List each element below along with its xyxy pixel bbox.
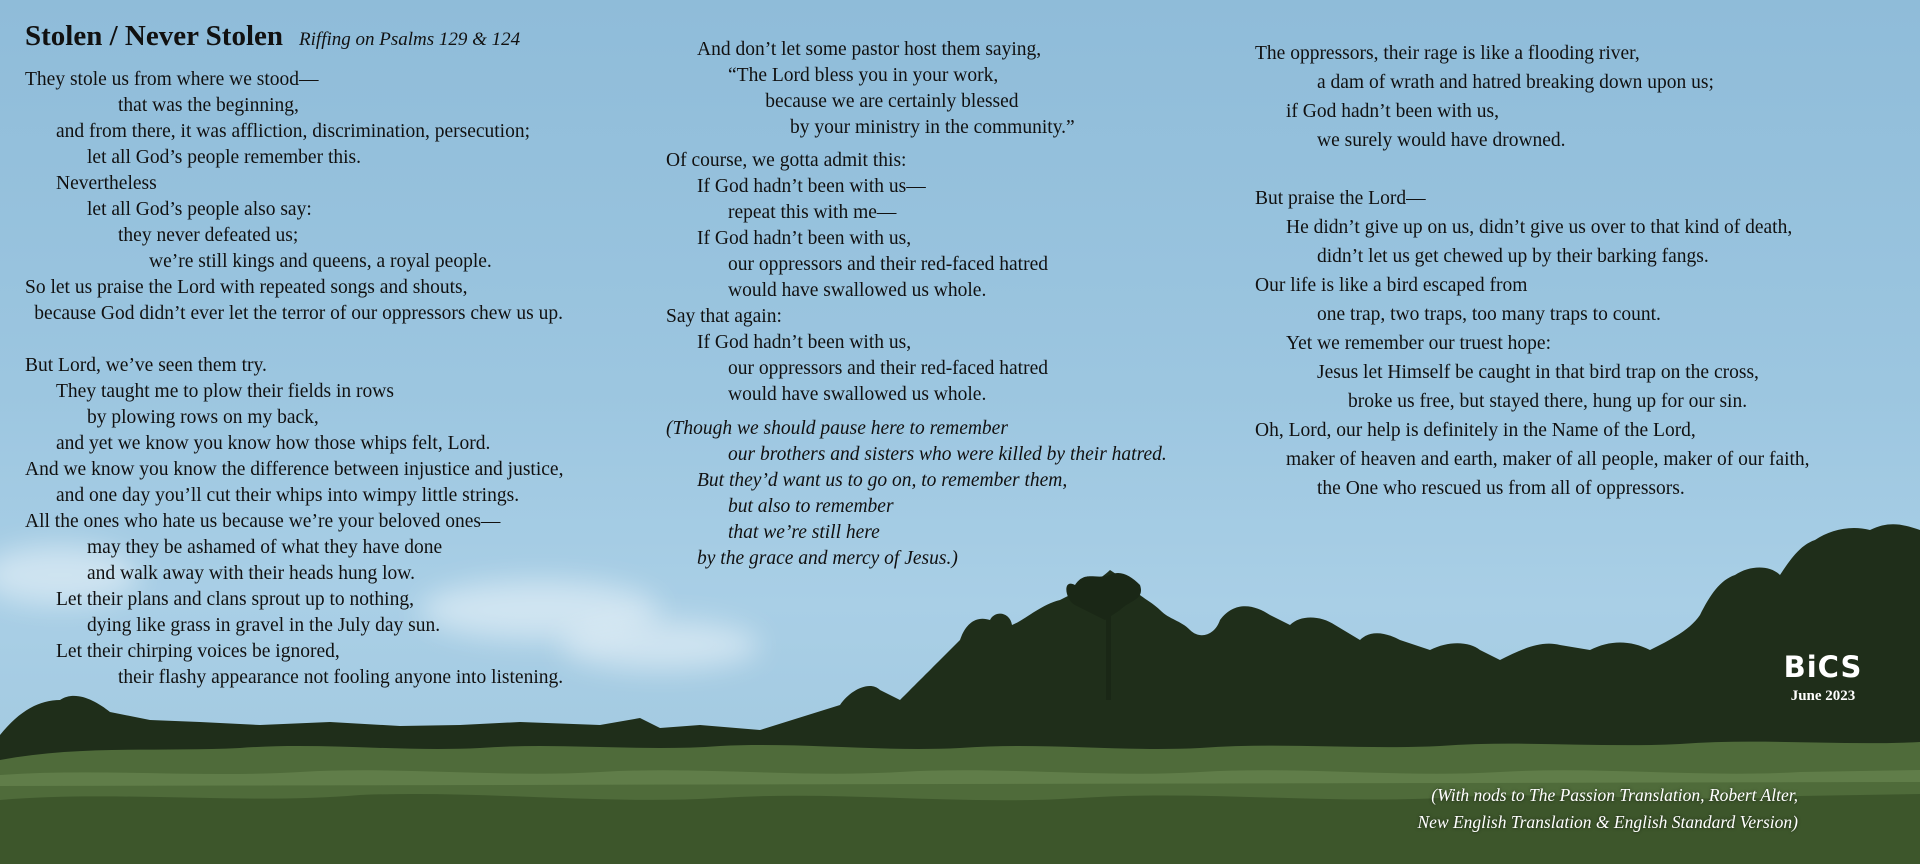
poem-line: they never defeated us; <box>118 225 299 246</box>
poem-line: would have swallowed us whole. <box>728 280 987 301</box>
poem-line: because we are certainly blessed <box>765 91 1019 112</box>
pine-trunk <box>1106 610 1111 700</box>
poem-line: Our life is like a bird escaped from <box>1255 275 1528 296</box>
poem-line: let all God’s people also say: <box>87 199 312 220</box>
poem-line: If God hadn’t been with us, <box>697 228 912 249</box>
poem-line: Yet we remember our truest hope: <box>1286 333 1551 354</box>
poem-heading <box>25 20 520 53</box>
page-title: Stolen / Never Stolen <box>25 20 284 52</box>
poem-line: one trap, two traps, too many traps to count. <box>1317 304 1661 325</box>
poem-line: So let us praise the Lord with repeated songs and shouts, <box>25 277 468 298</box>
poem-line: If God hadn’t been with us— <box>697 176 926 197</box>
poem-line: by the grace and mercy of Jesus.) <box>697 548 958 569</box>
poem-line: and from there, it was affliction, discrimination, persecution; <box>56 121 531 142</box>
poem-line: we’re still kings and queens, a royal people. <box>149 251 492 272</box>
poem-line: and walk away with their heads hung low. <box>87 563 415 584</box>
poem-line: we surely would have drowned. <box>1317 130 1566 151</box>
poem-line: Nevertheless <box>56 173 157 194</box>
signature-mark: BiCS <box>1783 650 1863 684</box>
poem-line: All the ones who hate us because we’re your beloved ones— <box>25 511 501 532</box>
poem-line: Jesus let Himself be caught in that bird trap on the cross, <box>1317 362 1759 383</box>
poem-line: maker of heaven and earth, maker of all people, maker of our faith, <box>1286 449 1810 470</box>
poem-line: because God didn’t ever let the terror of our oppressors chew us up. <box>34 303 563 324</box>
poem-line: by your ministry in the community.” <box>790 117 1075 138</box>
poem-line: “The Lord bless you in your work, <box>728 65 999 86</box>
poem-line: broke us free, but stayed there, hung up for our sin. <box>1348 391 1748 412</box>
poem-line: And we know you know the difference between injustice and justice, <box>25 459 564 480</box>
poem-line <box>1255 155 1810 184</box>
poem-line: but also to remember <box>728 496 894 517</box>
poem-line: The oppressors, their rage is like a flooding river, <box>1255 43 1640 64</box>
poem-line: Let their chirping voices be ignored, <box>56 641 340 662</box>
poem-column-3 <box>1255 39 1810 503</box>
page-subtitle: Riffing on Psalms 129 & 124 <box>299 29 521 50</box>
poem-line: may they be ashamed of what they have done <box>87 537 443 558</box>
poem-line: And don’t let some pastor host them saying, <box>697 39 1042 60</box>
poem-line: would have swallowed us whole. <box>728 384 987 405</box>
poem-line: their flashy appearance not fooling anyone into listening. <box>118 667 564 688</box>
poem-line: a dam of wrath and hatred breaking down upon us; <box>1317 72 1714 93</box>
poem-line: and one day you’ll cut their whips into wimpy little strings. <box>56 485 520 506</box>
signature <box>1778 650 1868 705</box>
poem-line: Oh, Lord, our help is definitely in the Name of the Lord, <box>1255 420 1696 441</box>
poem-line: that was the beginning, <box>118 95 299 116</box>
credit-line: New English Translation & English Standard Version) <box>1417 812 1798 832</box>
poem-column-2 <box>666 37 1167 572</box>
poem-line: didn’t let us get chewed up by their barking fangs. <box>1317 246 1709 267</box>
poem-line: But they’d want us to go on, to remember them, <box>697 470 1068 491</box>
poem-line: But Lord, we’ve seen them try. <box>25 355 267 376</box>
credit-line: (With nods to The Passion Translation, Robert Alter, <box>1431 785 1798 805</box>
poem-line: if God hadn’t been with us, <box>1286 101 1500 122</box>
poem-column-1 <box>25 67 563 691</box>
poem-line: the One who rescued us from all of oppressors. <box>1317 478 1685 499</box>
poem-line <box>25 327 563 353</box>
poem-line: let all God’s people remember this. <box>87 147 362 168</box>
poem-line: dying like grass in gravel in the July day sun. <box>87 615 441 636</box>
poem-line: Say that again: <box>666 306 782 327</box>
poem-line: repeat this with me— <box>728 202 897 223</box>
poem-line: They stole us from where we stood— <box>25 69 319 90</box>
poem-line: (Though we should pause here to remember <box>666 418 1008 439</box>
poem-line: He didn’t give up on us, didn’t give us over to that kind of death, <box>1286 217 1793 238</box>
poem-line: our oppressors and their red-faced hatred <box>728 254 1048 275</box>
poem-line: They taught me to plow their fields in rows <box>56 381 394 402</box>
poem-line: our oppressors and their red-faced hatred <box>728 358 1048 379</box>
translation-credit <box>1418 782 1799 836</box>
signature-date: June 2023 <box>1790 688 1856 704</box>
poem-line: Of course, we gotta admit this: <box>666 150 907 171</box>
poem-line: and yet we know you know how those whips felt, Lord. <box>56 433 491 454</box>
poem-line: by plowing rows on my back, <box>87 407 319 428</box>
poem-line: Let their plans and clans sprout up to nothing, <box>56 589 414 610</box>
poem-line: that we’re still here <box>728 522 880 543</box>
poem-line: our brothers and sisters who were killed by their hatred. <box>728 444 1167 465</box>
poem-line: But praise the Lord— <box>1255 188 1426 209</box>
poem-line: If God hadn’t been with us, <box>697 332 912 353</box>
